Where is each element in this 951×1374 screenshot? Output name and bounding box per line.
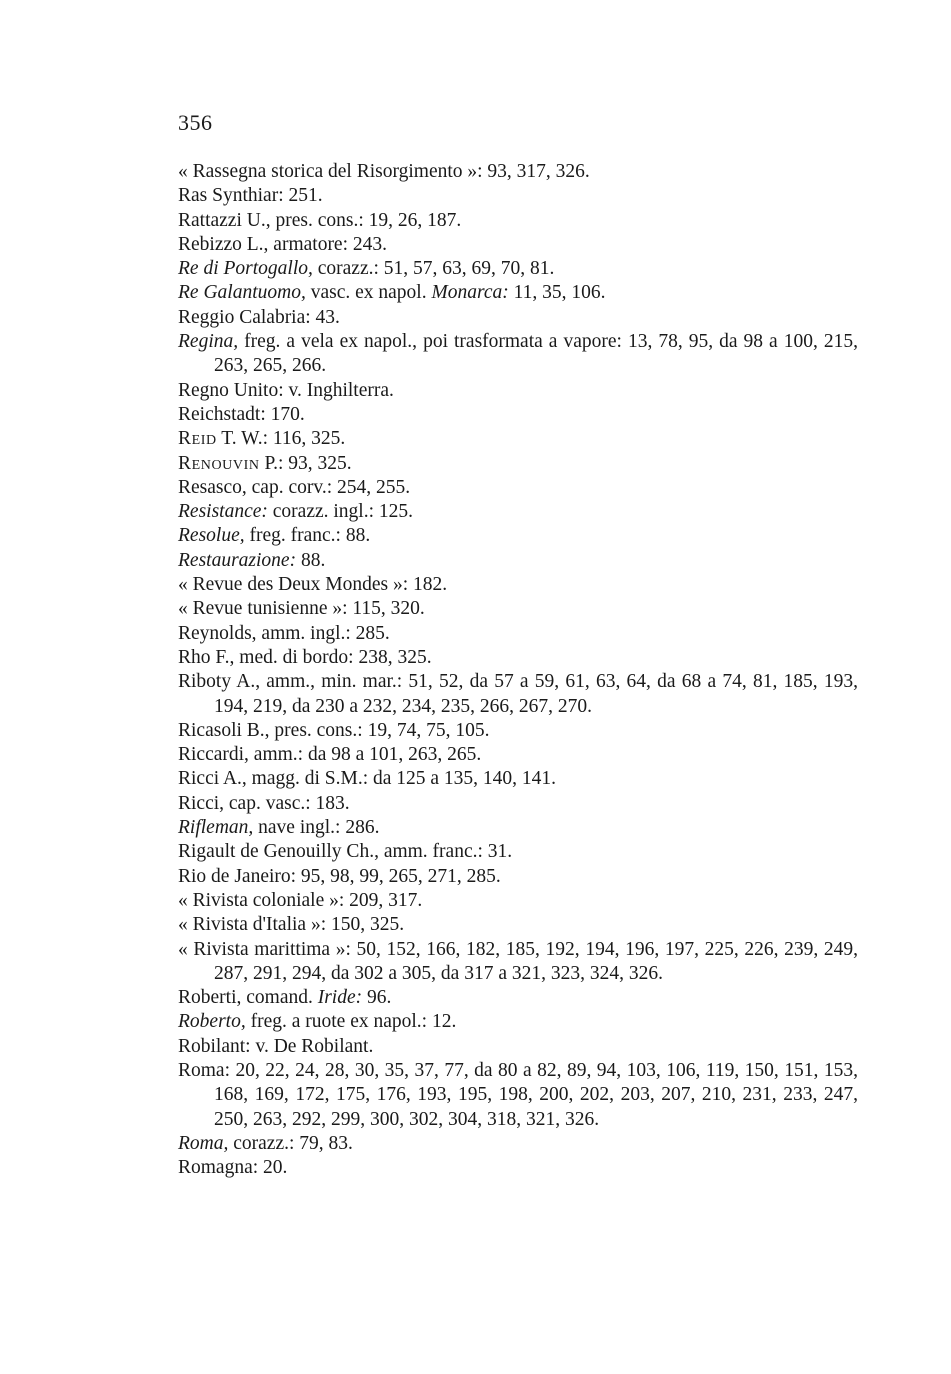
entry-text: « Revue tunisienne »: 115, 320.: [178, 598, 425, 620]
entry-text: « Rivista coloniale »: 209, 317.: [178, 889, 423, 911]
entry-text: Rattazzi U., pres. cons.: 19, 26, 187.: [178, 209, 462, 231]
entry-text: Ras Synthiar: 251.: [178, 185, 323, 207]
entry-text: « Rassegna storica del Risorgimento »: 93, 317, 326.: [178, 161, 590, 182]
entry-text: Monarca:: [431, 282, 509, 304]
index-entry: [178, 403, 858, 427]
entry-text: Rebizzo L., armatore: 243.: [178, 233, 388, 255]
index-entry: [178, 184, 858, 208]
index-entry: [178, 913, 858, 937]
page-number: 356: [178, 110, 213, 135]
index-entry: [178, 549, 858, 573]
index-entry: [178, 670, 858, 719]
entry-text: Riccardi, amm.: da 98 a 101, 263, 265.: [178, 744, 482, 766]
index-entry: [178, 865, 858, 889]
entry-text: Rigault de Genouilly Ch., amm. franc.: 31.: [178, 841, 513, 863]
entry-text: Rho F., med. di bordo: 238, 325.: [178, 646, 432, 668]
entry-text: Roberti, comand.: [178, 987, 318, 1009]
index-entry: [178, 743, 858, 767]
entry-text: Reynolds, amm. ingl.: 285.: [178, 622, 390, 644]
entry-text: Resolue,: [178, 525, 245, 547]
entry-text: Regno Unito: v. Inghilterra.: [178, 379, 394, 401]
index-entry: [178, 524, 858, 548]
entry-text: Resistance:: [178, 501, 268, 523]
entry-text: Romagna: 20.: [178, 1157, 288, 1179]
entry-text: Rio de Janeiro: 95, 98, 99, 265, 271, 285.: [178, 865, 501, 887]
entry-text: vasc. ex napol.: [305, 282, 432, 304]
entry-text: 96.: [362, 987, 392, 1009]
entry-text: Roberto,: [178, 1011, 246, 1033]
index-entry: [178, 330, 858, 379]
entry-text: Robilant: v. De Robilant.: [178, 1035, 374, 1057]
index-list: [178, 160, 858, 1180]
index-entry: [178, 646, 858, 670]
index-entry: [178, 1035, 858, 1059]
index-entry: [178, 767, 858, 791]
index-entry: [178, 379, 858, 403]
index-entry: [178, 209, 858, 233]
entry-text: freg. a vela ex napol., poi trasformata a vapore: 13, 78, 95, da 98 a 100, 215, 263, 265, 266.: [214, 331, 858, 377]
index-entry: [178, 281, 858, 305]
index-entry: [178, 500, 858, 524]
entry-text: Re di Portogallo,: [178, 258, 313, 280]
entry-text: Renouvin: [178, 452, 260, 474]
entry-text: T. W.: 116, 325.: [216, 428, 346, 450]
index-entry: [178, 160, 858, 184]
entry-text: 11, 35, 106.: [508, 282, 606, 304]
index-entry: [178, 452, 858, 476]
index-entry: [178, 306, 858, 330]
entry-text: freg. franc.: 88.: [244, 525, 371, 547]
index-entry: [178, 597, 858, 621]
entry-text: « Rivista marittima »: 50, 152, 166, 182, 185, 192, 194, 196, 197, 225, 226, 239, 249, 287, 291, 294, da 302 a 305, da 317 a 321, 323, 324, 326.: [178, 938, 858, 984]
entry-text: Ricci, cap. vasc.: 183.: [178, 792, 350, 814]
entry-text: Ricci A., magg. di S.M.: da 125 a 135, 140, 141.: [178, 768, 557, 790]
index-entry: [178, 476, 858, 500]
index-entry: [178, 233, 858, 257]
entry-text: Iride:: [317, 987, 363, 1009]
entry-text: Reid: [178, 428, 217, 450]
entry-text: corazz. ingl.: 125.: [267, 501, 414, 523]
entry-text: P.: 93, 325.: [259, 452, 352, 474]
entry-text: Resasco, cap. corv.: 254, 255.: [178, 476, 411, 498]
index-entry: [178, 1059, 858, 1132]
index-entry: [178, 1010, 858, 1034]
entry-text: Roma,: [178, 1132, 229, 1154]
entry-text: Roma: 20, 22, 24, 28, 30, 35, 37, 77, da 80 a 82, 89, 94, 103, 106, 119, 150, 151, 153, 168, 169, 172, 175, 176, 193, 195, 198, 200, 202, 203, 207, 210, 231, 233, 247, 250, 263, 292, 299, 300, 302, 304, 318, 321, 326.: [178, 1059, 858, 1130]
entry-text: Rifleman,: [178, 817, 254, 839]
index-entry: [178, 1156, 858, 1180]
index-entry: [178, 840, 858, 864]
index-entry: [178, 792, 858, 816]
entry-text: Reichstadt: 170.: [178, 403, 305, 425]
entry-text: Restaurazione:: [178, 549, 297, 571]
entry-text: Reggio Calabria: 43.: [178, 306, 340, 328]
index-entry: [178, 719, 858, 743]
index-entry: [178, 622, 858, 646]
index-entry: [178, 257, 858, 281]
entry-text: Riboty A., amm., min. mar.: 51, 52, da 57 a 59, 61, 63, 64, da 68 a 74, 81, 185, 193, 194, 219, da 230 a 232, 234, 235, 266, 267, 270.: [178, 671, 858, 717]
entry-text: freg. a ruote ex napol.: 12.: [245, 1011, 457, 1033]
index-entry: [178, 816, 858, 840]
index-entry: [178, 573, 858, 597]
index-entry: [178, 1132, 858, 1156]
entry-text: Regina,: [178, 331, 239, 353]
index-entry: [178, 938, 858, 987]
entry-text: Re Galantuomo,: [178, 282, 306, 304]
index-entry: [178, 986, 858, 1010]
entry-text: Ricasoli B., pres. cons.: 19, 74, 75, 105.: [178, 719, 490, 741]
entry-text: corazz.: 79, 83.: [228, 1132, 353, 1154]
index-entry: [178, 427, 858, 451]
index-entry: [178, 889, 858, 913]
entry-text: « Rivista d'Italia »: 150, 325.: [178, 914, 405, 936]
entry-text: nave ingl.: 286.: [253, 817, 380, 839]
entry-text: « Revue des Deux Mondes »: 182.: [178, 574, 448, 596]
entry-text: 88.: [296, 549, 326, 571]
entry-text: corazz.: 51, 57, 63, 69, 70, 81.: [312, 258, 555, 280]
